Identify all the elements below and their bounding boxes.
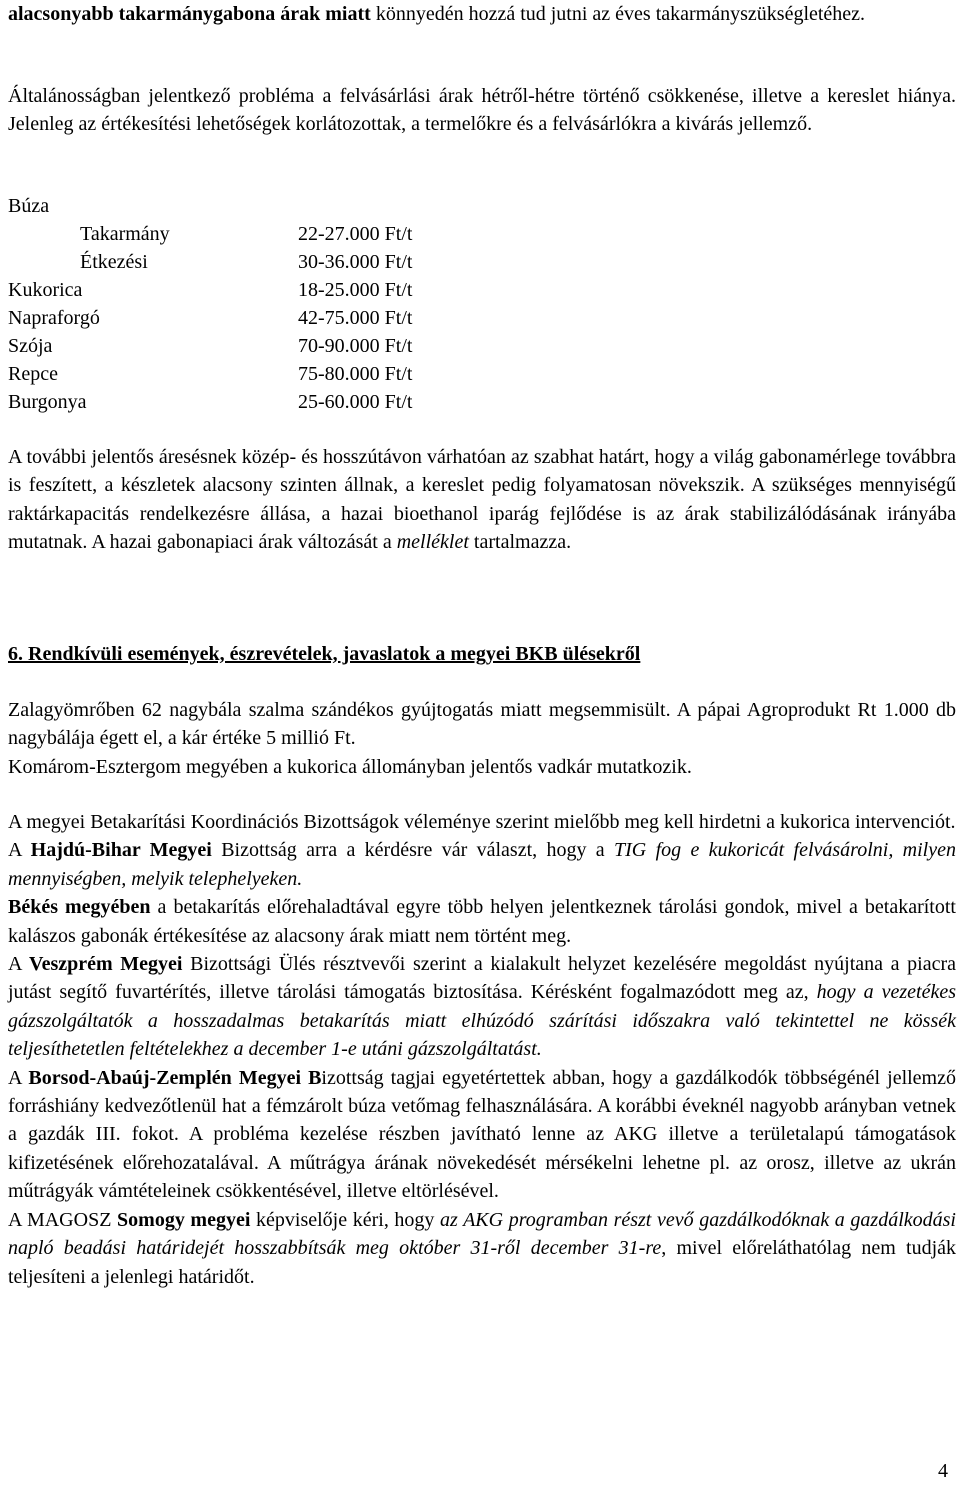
outlook-italic: melléklet (396, 531, 469, 554)
price-header-row (8, 192, 608, 220)
price-row (8, 220, 608, 248)
veszprem-bold: Veszprém Megyei (28, 953, 183, 976)
veszprem-text-a: A (8, 953, 29, 976)
intro-text: könnyedén hozzá tud jutni az éves takarmányszükségletéhez. (370, 3, 866, 25)
borsod-text-b: izottság tagjai egyetértettek abban, hogy a gazdálkodók többségénél jellemző forráshiány kedvezőtlenül hat a fémzárolt búza vetőmag felhasználására. A korábbi éveknél nagyobb arányban vetnek a gazdák III. fokot. A probléma kezelése részben javítható lenne az AKG illetve a területalapú támogatások kifizetésének előrehozatalával. A műtrágya árának növekedését mérsékelni lehetne pl. az orosz, illetve az ukrán műtrágyák vámtételeinek csökkentésével, illetve eltörlésével. (8, 1066, 956, 1203)
bekes-bold: Békés megyében (8, 896, 151, 919)
hajdu-italic: TIG fog e kukoricát felvásárolni, milyen mennyiségben, melyik telephelyeken. (8, 839, 956, 890)
veszprem-paragraph (8, 950, 956, 1064)
somogy-text-b: képviselője kéri, hogy (250, 1208, 441, 1231)
price-value: 75-80.000 Ft/t (298, 363, 413, 385)
price-value: 30-36.000 Ft/t (298, 251, 413, 273)
veszprem-italic: hogy a vezetékes gázszolgáltatók a hosszadalmas betakarítás miatt elhúzódó szárítási időszakra való tekintettel ne kössék teljesíthetetlen feltételekhez a december 1-e utáni gázszolgáltatást. (8, 981, 956, 1061)
outlook-paragraph (8, 443, 956, 557)
price-row (8, 248, 608, 276)
veszprem-text-b: Bizottsági Ülés résztvevői szerint a kialakult helyzet kezelésére megoldást nyújtana a piacra jutást segítő fuvartérítés, illetve tárolási támogatás biztosítása. Kérésként fogalmazódott meg az, (8, 953, 957, 1004)
intro-bold-text: alacsonyabb takarmánygabona árak miatt (8, 3, 371, 25)
hajdu-text-b: Bizottság arra a kérdésre vár választ, hogy a (211, 839, 615, 862)
section-heading: 6. Rendkívüli események, észrevételek, javaslatok a megyei BKB ülésekről (8, 643, 641, 665)
page-number: 4 (938, 1460, 948, 1482)
somogy-italic: az AKG programban részt vevő gazdálkodóknak a gazdálkodási napló beadási határidejét hosszabbítsák meg október 31-ről december 31-re (8, 1208, 956, 1260)
bekes-text: a betakarítás előrehaladtával egyre több helyen jelentkeznek tárolási gondok, mivel a betakarított kalászos gabonák értékesítése az alacsony árak miatt nem történt meg. (8, 896, 956, 947)
events-text: Zalagyömrőben 62 nagybála szalma szándékos gyújtogatás miatt megsemmisült. A pápai Agroprodukt Rt 1.000 db nagybálája égett el, a kár értéke 5 millió Ft. (8, 699, 956, 750)
price-name: Szója (8, 335, 53, 357)
outlook-text: A további jelentős áresésnek közép- és hosszútávon várhatóan az szabhat határt, hogy a világ gabonamérlege továbbra is feszített, a készletek alacsony szinten állnak, a kereslet pedig folyamatosan növekszik. A szükséges mennyiségű raktárkapacitás rendelkezésre állása, a hazai bioethanol iparág fejlődése is az árak stabilizálódásának irányába mutatnak. A hazai gabonapiaci árak változását a (8, 446, 956, 554)
borsod-bold: Borsod-Abaúj-Zemplén Megyei B (28, 1066, 322, 1089)
intervention-paragraph (8, 808, 956, 1291)
price-value: 25-60.000 Ft/t (298, 391, 413, 413)
hajdu-text-a: A (8, 839, 31, 862)
events-paragraph (8, 696, 956, 781)
price-name: Étkezési (80, 251, 148, 273)
price-name: Napraforgó (8, 307, 100, 329)
price-name: Takarmány (80, 223, 170, 245)
price-row (8, 276, 608, 304)
hajdu-bold: Hajdú-Bihar Megyei (30, 839, 212, 862)
borsod-paragraph (8, 1064, 956, 1206)
price-name: Kukorica (8, 279, 83, 301)
price-header: Búza (8, 195, 50, 217)
borsod-text-a: A (8, 1066, 29, 1089)
price-value: 18-25.000 Ft/t (298, 279, 413, 301)
price-row (8, 304, 608, 332)
price-value: 70-90.000 Ft/t (298, 335, 413, 357)
price-row (8, 360, 608, 388)
price-list (8, 192, 608, 416)
somogy-text-a: A MAGOSZ (8, 1208, 118, 1231)
hajdu-paragraph (8, 836, 956, 893)
section-heading-block (8, 640, 956, 668)
price-value: 22-27.000 Ft/t (298, 223, 413, 245)
bekes-paragraph (8, 893, 956, 950)
intro-paragraph (8, 0, 956, 28)
problem-paragraph (8, 82, 956, 139)
price-value: 42-75.000 Ft/t (298, 307, 413, 329)
somogy-text-c: , mivel előreláthatólag nem tudják teljesíteni a jelenlegi határidőt. (8, 1237, 956, 1288)
price-row (8, 332, 608, 360)
outlook-text-end: tartalmazza. (468, 531, 572, 554)
price-name: Burgonya (8, 391, 87, 413)
price-row (8, 388, 608, 416)
somogy-bold: Somogy megyei (117, 1208, 251, 1231)
intervention-text: A megyei Betakarítási Koordinációs Bizottságok véleménye szerint mielőbb meg kell hirdetni a kukorica intervenciót. (8, 811, 956, 833)
somogy-paragraph (8, 1206, 956, 1291)
problem-text: Általánosságban jelentkező probléma a felvásárlási árak hétről-hétre történő csökkenése, illetve a kereslet hiánya. Jelenleg az értékesítési lehetőségek korlátozottak, a termelőkre és a felvásárlókra a kivárás jellemző. (8, 85, 956, 136)
komarom-text: Komárom-Esztergom megyében a kukorica állományban jelentős vadkár mutatkozik. (8, 755, 692, 778)
price-name: Repce (8, 363, 58, 385)
